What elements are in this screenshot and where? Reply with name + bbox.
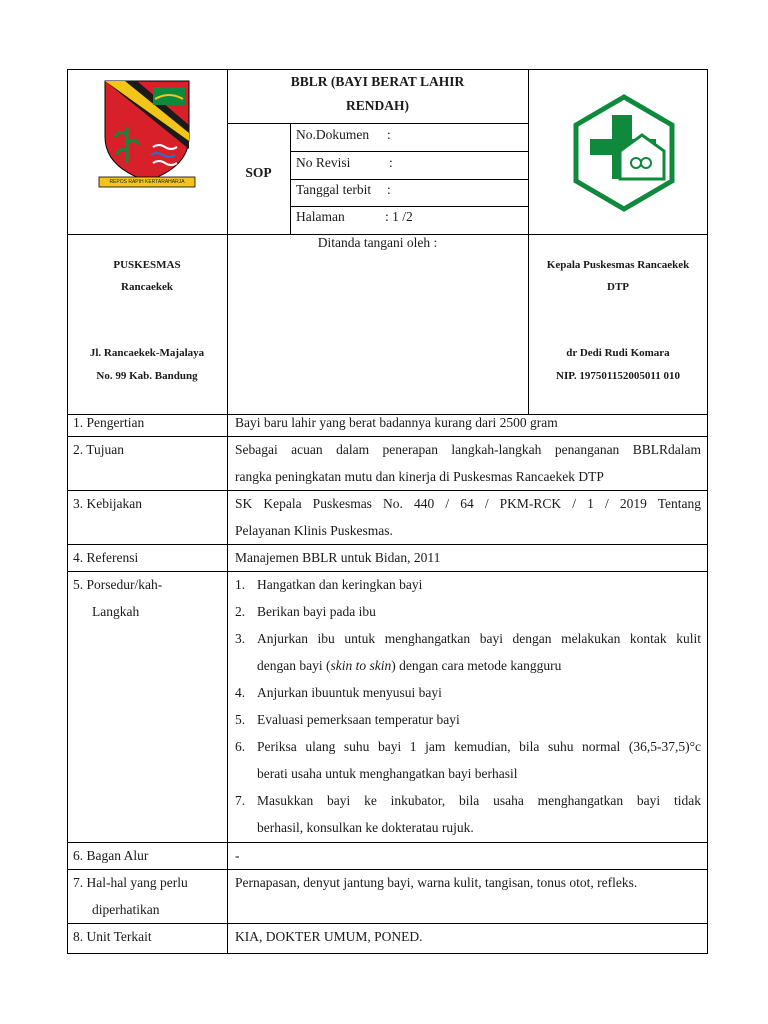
step-text-continued: berhasil, konsulkan ke dokteratau rujuk. (257, 820, 474, 835)
sop-label: SOP (245, 165, 272, 180)
doc-field-value: : (387, 182, 391, 197)
step-text-continued: dengan bayi (skin to skin) dengan cara metode kangguru (257, 658, 562, 673)
step-number: 1. (235, 577, 246, 592)
org-address-line1: Jl. Rancaekek-Majalaya (89, 347, 205, 359)
section-text-kebijakan-line2: Pelayanan Klinis Puskesmas. (235, 523, 393, 538)
divider (290, 206, 528, 207)
org-name-line2: Rancaekek (121, 281, 173, 293)
section-text-tujuan-line1: Sebagai acuan dalam penerapan langkah-langkah penanganan BBLRdalam (235, 442, 701, 457)
section-label-bagan-alur: 6. Bagan Alur (73, 848, 149, 863)
section-label-hal-hal-line2: diperhatikan (92, 902, 160, 917)
step-number: 6. (235, 739, 246, 754)
doc-field-label: No.Dokumen (296, 127, 370, 142)
step-text-continued: berati usaha untuk menghangatkan bayi berhasil (257, 766, 518, 781)
doc-field-value: : (387, 127, 391, 142)
divider (290, 151, 528, 152)
section-label-pengertian: 1. Pengertian (73, 415, 145, 430)
doc-field-value: : (389, 155, 393, 170)
step-number: 7. (235, 793, 246, 808)
divider (290, 179, 528, 180)
step-number: 2. (235, 604, 246, 619)
head-nip: NIP. 197501152005011 010 (556, 370, 680, 382)
step-text: Hangatkan dan keringkan bayi (257, 577, 423, 592)
section-text-bagan-alur: - (235, 848, 240, 863)
divider (67, 842, 708, 843)
kabupaten-crest-logo (97, 77, 197, 192)
step-number: 5. (235, 712, 246, 727)
section-label-unit-terkait: 8. Unit Terkait (73, 929, 152, 944)
section-text-tujuan-line2: rangka peningkatan mutu dan kinerja di Puskesmas Rancaekek DTP (235, 469, 604, 484)
procedure-step (235, 733, 701, 787)
step-text: Evaluasi pemerksaan temperatur bayi (257, 712, 460, 727)
section-label-langkah-line2: Langkah (92, 604, 140, 619)
step-text: Anjurkan ibu untuk menghangatkan bayi dengan melakukan kontak kulit (257, 631, 701, 646)
section-label-kebijakan: 3. Kebijakan (73, 496, 142, 511)
step-number: 3. (235, 631, 246, 646)
org-name-line1: PUSKESMAS (113, 259, 181, 271)
step-text: Anjurkan ibuuntuk menyusui bayi (257, 685, 442, 700)
procedure-step (235, 706, 701, 733)
step-text: Berikan bayi pada ibu (257, 604, 376, 619)
doc-field-value: : 1 /2 (385, 209, 413, 224)
head-name: dr Dedi Rudi Komara (566, 347, 670, 359)
procedure-step (235, 598, 701, 625)
doc-field-label: Tanggal terbit (296, 182, 372, 197)
doc-field-label: No Revisi (296, 155, 351, 170)
org-address-line2: No. 99 Kab. Bandung (96, 370, 198, 382)
step-text: Periksa ulang suhu bayi 1 jam kemudian, bila suhu normal (36,5-37,5)°c (257, 739, 701, 754)
section-text-pengertian: Bayi baru lahir yang berat badannya kurang dari 2500 gram (235, 415, 558, 430)
crest-motto-banner: REPOS RAPIH KERTARAHARJA (109, 179, 185, 185)
section-label-hal-hal-line1: 7. Hal-hal yang perlu (73, 875, 188, 890)
section-text-referensi: Manajemen BBLR untuk Bidan, 2011 (235, 550, 441, 565)
head-title-line2: DTP (607, 281, 629, 293)
section-label-referensi: 4. Referensi (73, 550, 139, 565)
procedure-step (235, 787, 701, 841)
divider (227, 123, 528, 124)
procedure-step (235, 571, 701, 598)
section-text-hal-hal: Pernapasan, denyut jantung bayi, warna kulit, tangisan, tonus otot, refleks. (235, 875, 638, 890)
section-text-unit-terkait: KIA, DOKTER UMUM, PONED. (235, 929, 423, 944)
sop-title-line1: BBLR (BAYI BERAT LAHIR (290, 74, 465, 89)
section-label-tujuan: 2. Tujuan (73, 442, 125, 457)
head-title-line1: Kepala Puskesmas Rancaekek (546, 259, 690, 271)
divider (227, 69, 228, 954)
sop-document (67, 69, 708, 954)
step-number: 4. (235, 685, 246, 700)
procedure-step (235, 679, 701, 706)
section-text-kebijakan-line1: SK Kepala Puskesmas No. 440 / 64 / PKM-RCK / 1 / 2019 Tentang (235, 496, 701, 511)
procedure-step (235, 625, 701, 679)
section-label-langkah-line1: 5. Porsedur/kah- (73, 577, 163, 592)
step-text: Masukkan bayi ke inkubator, bila usaha menghangatkan bayi tidak (257, 793, 701, 808)
puskesmas-logo (570, 93, 678, 213)
sop-title-line2: RENDAH) (346, 98, 409, 113)
signed-by-label: Ditanda tangani oleh : (317, 235, 438, 250)
doc-field-label: Halaman (296, 209, 345, 224)
